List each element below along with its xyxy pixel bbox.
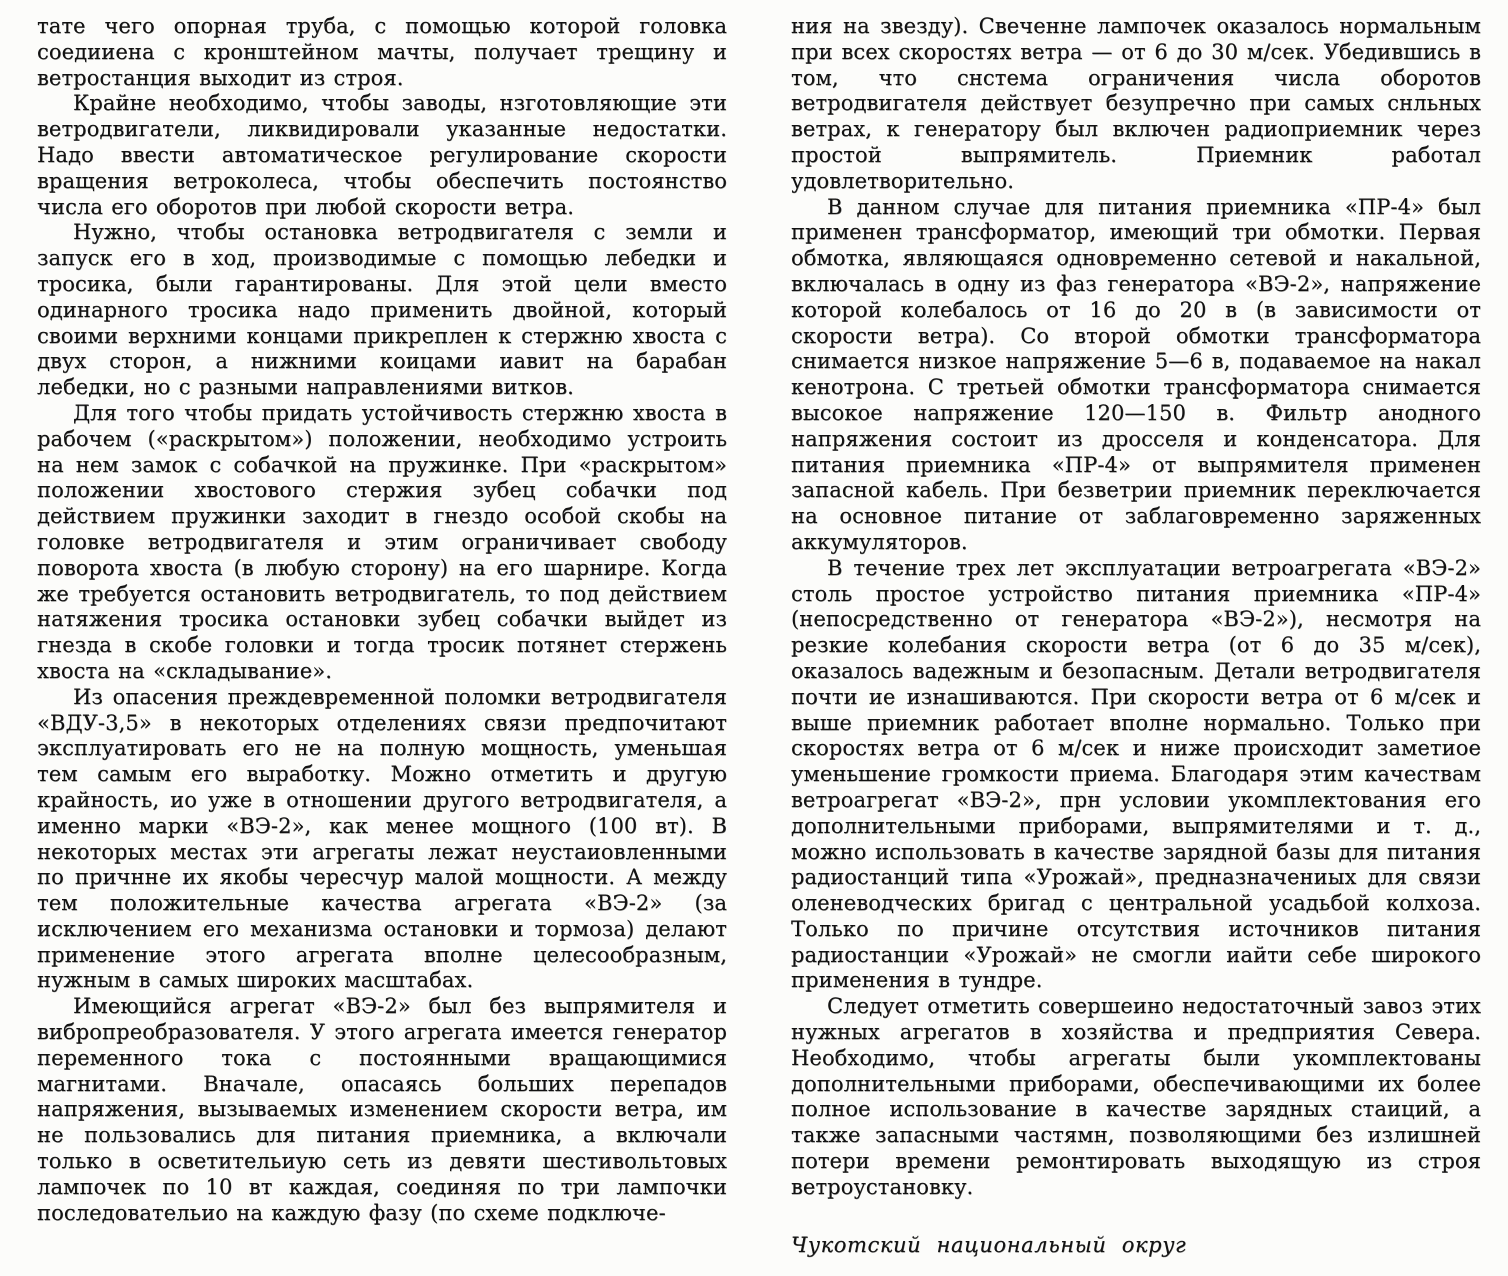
paragraph: В течение трех лет эксплуатации ветроагрегата «ВЭ-2» столь простое устройство питания приемника «ПР-4» (непосредственно от генератора «ВЭ-2»), несмотря на резкие колебания скорости ветра (от 6 до 35 м/сек), оказалось вадежным и безопасным. Детали ветродвигателя почти ие изнашиваются. При скорости ветра от 6 м/сек и выше приемник работает вполне нормально. Только при скоростях ветра от 6 м/сек и ниже происходит заметиое уменьшение громкости приема. Благодаря этим качествам ветроагрегат «ВЭ-2», прн условии укомплектования его дополнительными приборами, выпрямителями и т. д., можно использовать в качестве зарядной базы для питания радиостанций типа «Урожай», предназначениых для связи оленеводческих бригад с центральной усадьбой колхоза. Только по причине отсутствия источников питания радиостанции «Урожай» не смогли иайти себе широкого применения в тундре. <box>791 555 1481 993</box>
paragraph: Следует отметить совершеино недостаточный завоз этих нужных агрегатов в хозяйства и предприятия Севера. Необходимо, чтобы агрегаты были укомплектованы дополнительными приборами, обеспечивающими их более полное использование в качестве зарядных стаиций, а также запасными частямн, позволяющими без излишней потери времени ремонтировать выходящую из строя ветроустановку. <box>791 994 1481 1199</box>
paragraph: В данном случае для питания приемника «ПР-4» был применен трансформатор, имеющий три обмотки. Первая обмотка, являющаяся одновременно сетевой и накальной, включалась в одну из фаз генератора «ВЭ-2», напряжение которой колебалось от 16 до 20 в (в зависимости от скорости ветра). Со второй обмотки трансформатора снимается низкое напряжение 5—6 в, подаваемое на накал кенотрона. С третьей обмотки трансформатора снимается высокое напряжение 120—150 в. Фильтр анодного напряжения состоит из дросселя и конденсатора. Для питания приемника «ПР-4» от выпрямителя применен запасной кабель. При безветрии приемник переключается на основное питание от заблаговременно заряженных аккумуляторов. <box>791 194 1481 554</box>
signature-line: Чукотский национальный округ <box>791 1232 1187 1257</box>
right-column <box>791 14 1481 1258</box>
paragraph: Из опасения преждевременной поломки ветродвигателя «ВДУ-3,5» в некоторых отделениях связи предпочитают эксплуатировать его не на полную мощность, уменьшая тем самым его выработку. Можно отметить и другую крайность, ио уже в отношении другого ветродвигателя, а именно марки «ВЭ-2», как менее мощного (100 вт). В некоторых местах эти агрегаты лежат неустаиовленными по причнне их якобы чересчур малой мощности. А между тем положительные качества агрегата «ВЭ-2» (за исключением его механизма остановки и тормоза) делают применение этого агрегата вполне целесообразным, нужным в самых широких масштабах. <box>37 684 727 993</box>
paragraph: Нужно, чтобы остановка ветродвигателя с земли и запуск его в ход, производимые с помощью лебедки и тросика, были гарантированы. Для этой цели вместо одинарного тросика надо применить двойной, который своими верхними концами прикреплен к стержню хвоста с двух сторон, а нижними коицами иавит на барабан лебедки, но с разными направлениями витков. <box>37 220 727 400</box>
paragraph: Имеющийся агрегат «ВЭ-2» был без выпрямителя и вибропреобразователя. У этого агрегата имеется генератор переменного тока с постоянными вращающимися магнитами. Вначале, опасаясь больших перепадов напряжения, вызываемых изменением скорости ветра, им не пользовались для питания приемника, а включали только в осветительиую сеть из девяти шестивольтовых лампочек по 10 вт каждая, соединяя по три лампочки последовательио на каждую фазу (по схеме подключе- <box>37 994 727 1225</box>
left-column <box>37 14 727 1258</box>
paragraph: Крайне необходимо, чтобы заводы, нзготовляющие эти ветродвигатели, ликвидировали указанные недостатки. Надо ввести автоматическое регулирование скорости вращения ветроколеса, чтобы обеспечить постоянство числа его оборотов при любой скорости ветра. <box>37 91 727 219</box>
paragraph: Для того чтобы придать устойчивость стержню хвоста в рабочем («раскрытом») положении, необходимо устроить на нем замок с собачкой на пружинке. При «раскрытом» положении хвостового стержия зубец собачки под действием пружинки заходит в гнездо особой скобы на головке ветродвигателя и этим ограничивает свободу поворота хвоста (в любую сторону) на его шарнире. Когда же требуется остановить ветродвигатель, то под действием натяжения тросика остановки зубец собачки выйдет из гнезда в скобе головки и тогда тросик потянет стержень хвоста на «складывание». <box>37 400 727 683</box>
paragraph: тате чего опорная труба, с помощью которой головка соедииена с кронштейном мачты, получает трещину и ветростанция выходит из строя. <box>37 14 727 90</box>
paragraph: ния на звезду). Свеченне лампочек оказалось нормальным при всех скоростях ветра — от 6 до 30 м/сек. Убедившись в том, что снстема ограничения числа оборотов ветродвигателя действует безупречно при самых снльных ветрах, к генератору был включен радиоприемник через простой выпрямитель. Приемник работал удовлетворительно. <box>791 14 1481 193</box>
